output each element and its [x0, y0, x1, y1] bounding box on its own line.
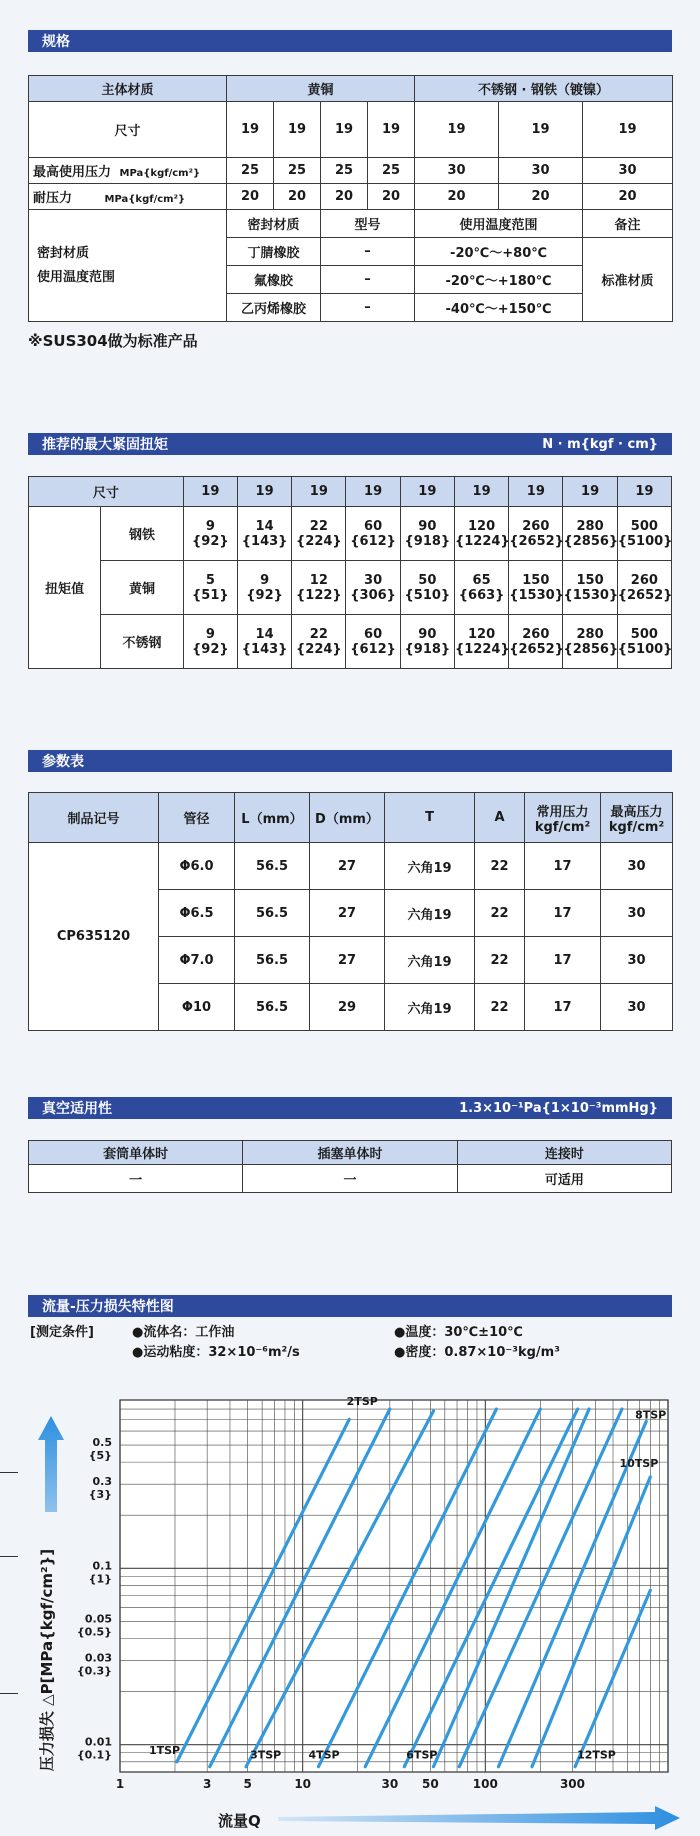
flow-title-bar [28, 1295, 672, 1317]
seal-header-row [29, 210, 673, 238]
y-axis-label: 压力损失 △P[MPa{kgf/cm²}] [38, 1548, 56, 1772]
vacuum-table [28, 1140, 672, 1193]
torque-cell [183, 615, 237, 669]
vacuum-value-row [29, 1165, 672, 1193]
torque-nm: 120 [468, 626, 496, 642]
torque-cell [183, 561, 237, 615]
series-label: 3TSP [250, 1748, 282, 1762]
vacuum-value: 一 [29, 1165, 243, 1193]
torque-size-label: 尺寸 [29, 477, 184, 507]
torque-kgf: {663} [458, 587, 505, 603]
cond-viscosity: ●运动粘度：32×10⁻⁶m²/s [132, 1345, 300, 1360]
torque-nm: 60 [364, 518, 383, 534]
torque-kgf: {92} [192, 533, 229, 549]
torque-cell [237, 561, 291, 615]
params-title-bar [28, 750, 672, 772]
torque-cell [292, 507, 346, 561]
series-label: 8TSP [635, 1408, 667, 1422]
seal-model: – [321, 266, 415, 294]
torque-nm: 120 [468, 518, 496, 534]
params-cell: 17 [525, 890, 601, 937]
spec-proof-row [29, 184, 673, 210]
x-tick-label: 10 [294, 1777, 312, 1791]
params-section [28, 750, 672, 772]
torque-nm: 150 [522, 572, 550, 588]
params-header: 管径 [159, 793, 235, 843]
torque-size: 19 [454, 477, 508, 507]
seal-header: 使用温度范围 [415, 210, 583, 238]
torque-title: 推荐的最大紧固扭矩 [42, 437, 168, 453]
torque-kgf: {92} [192, 641, 229, 657]
series-label: 12TSP [577, 1748, 616, 1762]
torque-nm: 30 [364, 572, 383, 588]
torque-nm: 50 [418, 572, 437, 588]
y-tick-label: 0.1 [92, 1559, 112, 1573]
seal-material: 氟橡胶 [227, 266, 321, 294]
torque-cell [509, 561, 563, 615]
x-axis-label: 流量Q [218, 1812, 261, 1830]
torque-table [28, 476, 672, 669]
flow-section [28, 1295, 672, 1367]
params-cell: 30 [601, 890, 673, 937]
torque-kgf: {2856} [563, 641, 619, 657]
params-header: T [385, 793, 475, 843]
x-tick-label: 1 [115, 1777, 125, 1791]
series-label: 4TSP [308, 1748, 340, 1762]
size-cell: 19 [274, 102, 321, 158]
params-cell: 56.5 [235, 843, 310, 890]
x-tick-label: 30 [381, 1777, 399, 1791]
torque-row-name: 钢铁 [101, 507, 183, 561]
spec-section [28, 30, 672, 52]
vacuum-header-row [29, 1141, 672, 1165]
torque-kgf: {612} [350, 533, 396, 549]
torque-cell [400, 507, 454, 561]
pressure-cell: 25 [227, 158, 274, 184]
proof-cell: 20 [321, 184, 368, 210]
torque-nm: 260 [630, 572, 658, 588]
params-cell: 22 [475, 984, 525, 1031]
y-tick-sublabel: {0.5} [76, 1625, 112, 1639]
torque-size: 19 [292, 477, 346, 507]
vacuum-value: 可适用 [457, 1165, 671, 1193]
torque-kgf: {2652} [617, 587, 673, 603]
seal-header: 密封材质 [227, 210, 321, 238]
torque-size: 19 [346, 477, 400, 507]
torque-size: 19 [509, 477, 563, 507]
max-pressure-text: 最高使用压力 [33, 165, 112, 180]
flow-chart [0, 1360, 700, 1836]
torque-nm: 9 [205, 518, 215, 534]
params-row [29, 843, 673, 890]
params-cell: 17 [525, 984, 601, 1031]
torque-nm: 90 [418, 626, 437, 642]
torque-kgf: {2856} [563, 533, 619, 549]
params-cell: Φ6.0 [159, 843, 235, 890]
params-cell: 六角19 [385, 890, 475, 937]
torque-cell [617, 507, 671, 561]
params-header: L（mm） [235, 793, 310, 843]
torque-cell [346, 507, 400, 561]
torque-size: 19 [617, 477, 671, 507]
torque-cell [454, 615, 508, 669]
params-header-unit: kgf/cm² [608, 819, 665, 835]
torque-kgf: {143} [241, 641, 288, 657]
torque-kgf: {510} [404, 587, 451, 603]
x-tick-label: 3 [202, 1777, 212, 1791]
torque-cell [346, 561, 400, 615]
cond-temperature: ●温度：30℃±10℃ [394, 1325, 523, 1340]
torque-kgf: {306} [350, 587, 396, 603]
seal-material: 丁腈橡胶 [227, 238, 321, 266]
cond-fluid: ●流体名：工作油 [132, 1325, 235, 1340]
params-cell: 六角19 [385, 937, 475, 984]
params-title: 参数表 [42, 754, 84, 770]
torque-cell [400, 561, 454, 615]
y-tick-label: 0.3 [92, 1475, 112, 1489]
params-cell: 56.5 [235, 890, 310, 937]
size-label: 尺寸 [29, 102, 227, 158]
torque-row-name: 黄铜 [101, 561, 183, 615]
x-tick-label: 100 [472, 1777, 498, 1791]
proof-cell: 20 [583, 184, 673, 210]
params-cell: 六角19 [385, 843, 475, 890]
torque-cell [617, 561, 671, 615]
torque-cell [183, 507, 237, 561]
steel-label: 不锈钢 · 钢铁（镀镍） [415, 76, 673, 102]
torque-nm: 150 [576, 572, 604, 588]
size-cell: 19 [321, 102, 368, 158]
torque-nm: 65 [472, 572, 491, 588]
torque-nm: 280 [576, 518, 604, 534]
params-header [525, 793, 601, 843]
torque-nm: 60 [364, 626, 383, 642]
torque-title-bar [28, 433, 672, 455]
torque-cell [509, 507, 563, 561]
y-tick-sublabel: {1} [88, 1572, 112, 1586]
torque-value-label: 扭矩值 [29, 507, 101, 669]
y-tick-sublabel: {5} [88, 1449, 112, 1463]
seal-temp: -20℃～+180℃ [415, 266, 583, 294]
x-tick-label: 300 [559, 1777, 586, 1791]
params-cell: 六角19 [385, 984, 475, 1031]
params-cell: 17 [525, 843, 601, 890]
spec-title: 规格 [42, 34, 70, 50]
torque-nm: 22 [309, 518, 328, 534]
proof-cell: 20 [368, 184, 415, 210]
params-cell: 22 [475, 843, 525, 890]
params-header [601, 793, 673, 843]
y-tick-labels [77, 1436, 112, 1762]
torque-nm: 280 [576, 626, 604, 642]
torque-nm: 9 [205, 626, 215, 642]
params-cell: Φ6.5 [159, 890, 235, 937]
torque-row [29, 507, 672, 561]
vacuum-header: 套筒单体时 [29, 1141, 243, 1165]
vacuum-spec: 1.3×10⁻¹Pa{1×10⁻³mmHg} [459, 1100, 658, 1116]
y-tick-label: 0.03 [84, 1651, 112, 1665]
y-tick-sublabel: {0.1} [76, 1748, 112, 1762]
params-cell: 22 [475, 890, 525, 937]
y-tick-label: 0.05 [84, 1612, 112, 1626]
torque-kgf: {224} [296, 533, 342, 549]
proof-unit: MPa{kgf/cm²} [104, 194, 186, 205]
spec-table [28, 75, 673, 322]
torque-kgf: {143} [241, 533, 288, 549]
vacuum-header: 连接时 [457, 1141, 671, 1165]
torque-kgf: {2652} [509, 533, 564, 549]
proof-cell: 20 [415, 184, 499, 210]
torque-nm: 14 [255, 518, 274, 534]
torque-kgf: {2652} [509, 641, 564, 657]
torque-nm: 14 [255, 626, 274, 642]
torque-size: 19 [237, 477, 291, 507]
spec-size-row [29, 102, 673, 158]
seal-material: 乙丙烯橡胶 [227, 294, 321, 322]
params-cell: Φ10 [159, 984, 235, 1031]
params-cell: Φ7.0 [159, 937, 235, 984]
torque-nm: 5 [205, 572, 215, 588]
seal-label [29, 210, 227, 322]
torque-cell [292, 615, 346, 669]
pressure-cell: 30 [415, 158, 499, 184]
params-cell: 29 [310, 984, 385, 1031]
y-tick-sublabel: {0.3} [76, 1664, 112, 1678]
torque-kgf: {918} [404, 533, 451, 549]
proof-cell: 20 [499, 184, 583, 210]
params-cell: 22 [475, 937, 525, 984]
torque-nm: 260 [522, 626, 550, 642]
torque-section [28, 433, 672, 455]
torque-unit: N · m{kgf · cm} [542, 436, 658, 452]
torque-kgf: {918} [404, 641, 451, 657]
params-cell: 56.5 [235, 984, 310, 1031]
torque-kgf: {5100} [617, 641, 673, 657]
pressure-cell: 30 [499, 158, 583, 184]
params-header-unit: kgf/cm² [534, 819, 591, 835]
torque-cell [617, 615, 671, 669]
torque-row [29, 615, 672, 669]
x-tick-labels [116, 1777, 585, 1791]
y-tick-sublabel: {3} [88, 1488, 112, 1502]
params-cell: 27 [310, 937, 385, 984]
series-label: 6TSP [406, 1748, 438, 1762]
torque-cell [509, 615, 563, 669]
torque-nm: 90 [418, 518, 437, 534]
torque-table-wrap [28, 476, 672, 669]
proof-label [29, 184, 227, 210]
torque-cell [563, 561, 617, 615]
torque-kgf: {224} [296, 641, 342, 657]
size-cell: 19 [368, 102, 415, 158]
vacuum-title: 真空适用性 [42, 1101, 112, 1117]
pressure-cell: 25 [368, 158, 415, 184]
params-table [28, 792, 673, 1031]
seal-label-material: 密封材质 [37, 245, 90, 261]
params-header: 制品记号 [29, 793, 159, 843]
vacuum-section [28, 1097, 672, 1119]
params-cell: 30 [601, 937, 673, 984]
torque-kgf: {1530} [509, 587, 564, 603]
size-cell: 19 [583, 102, 673, 158]
torque-size: 19 [400, 477, 454, 507]
cond-label: [测定条件] [30, 1325, 94, 1340]
seal-header: 备注 [583, 210, 673, 238]
torque-kgf: {5100} [617, 533, 673, 549]
series-label: 2TSP [346, 1395, 378, 1409]
torque-nm: 260 [522, 518, 550, 534]
spec-max-pressure-row [29, 158, 673, 184]
vacuum-header: 插塞单体时 [243, 1141, 457, 1165]
vacuum-table-wrap [28, 1140, 672, 1193]
params-header-row [29, 793, 673, 843]
params-cell: 27 [310, 843, 385, 890]
params-header: D（mm） [310, 793, 385, 843]
params-header-text: 常用压力 [536, 804, 589, 820]
torque-nm: 9 [260, 572, 270, 588]
y-axis-arrow-icon [38, 1416, 64, 1512]
torque-cell [292, 561, 346, 615]
torque-cell [346, 615, 400, 669]
seal-temp: -20℃～+80℃ [415, 238, 583, 266]
seal-temp: -40℃～+150℃ [415, 294, 583, 322]
seal-note: 标准材质 [583, 238, 673, 322]
torque-kgf: {1224} [454, 533, 510, 549]
params-cell: 30 [601, 984, 673, 1031]
torque-kgf: {1530} [563, 587, 619, 603]
y-tick-label: 0.5 [92, 1436, 112, 1450]
material-label: 主体材质 [29, 76, 227, 102]
size-cell: 19 [227, 102, 274, 158]
params-cell: 56.5 [235, 937, 310, 984]
vacuum-value: 一 [243, 1165, 457, 1193]
size-cell: 19 [499, 102, 583, 158]
spec-table-wrap [28, 75, 672, 351]
pressure-cell: 25 [321, 158, 368, 184]
plot-area [120, 1400, 668, 1772]
params-cell: 30 [601, 843, 673, 890]
max-pressure-unit: MPa{kgf/cm²} [119, 168, 201, 179]
params-model: CP635120 [29, 843, 159, 1031]
max-pressure-label [29, 158, 227, 184]
torque-kgf: {612} [350, 641, 396, 657]
seal-model: – [321, 294, 415, 322]
size-cell: 19 [415, 102, 499, 158]
brass-label: 黄铜 [227, 76, 415, 102]
proof-text: 耐压力 [33, 191, 73, 206]
proof-cell: 20 [227, 184, 274, 210]
pressure-cell: 30 [583, 158, 673, 184]
spec-material-row [29, 76, 673, 102]
flow-title: 流量-压力损失特性图 [42, 1299, 174, 1315]
spec-title-bar [28, 30, 672, 52]
series-label: 10TSP [619, 1456, 659, 1470]
y-tick-label: 0.01 [84, 1735, 112, 1749]
torque-cell [454, 507, 508, 561]
torque-cell [237, 615, 291, 669]
params-table-wrap [28, 792, 672, 1031]
series-label: 1TSP [148, 1743, 181, 1757]
seal-header: 型号 [321, 210, 415, 238]
torque-nm: 500 [630, 518, 658, 534]
params-header: A [475, 793, 525, 843]
seal-label-temp: 使用温度范围 [37, 269, 116, 285]
torque-kgf: {1224} [454, 641, 510, 657]
x-axis-arrow-icon [278, 1806, 680, 1830]
pressure-cell: 25 [274, 158, 321, 184]
torque-cell [400, 615, 454, 669]
params-header-text: 最高压力 [610, 804, 663, 820]
params-cell: 27 [310, 890, 385, 937]
x-tick-label: 5 [243, 1777, 252, 1791]
torque-cell [563, 615, 617, 669]
torque-size: 19 [563, 477, 617, 507]
cond-density: ●密度：0.87×10⁻³kg/m³ [394, 1345, 560, 1360]
seal-model: – [321, 238, 415, 266]
torque-row-name: 不锈钢 [101, 615, 183, 669]
params-cell: 17 [525, 937, 601, 984]
torque-kgf: {122} [296, 587, 342, 603]
torque-size: 19 [183, 477, 237, 507]
torque-kgf: {51} [192, 587, 229, 603]
torque-nm: 500 [630, 626, 658, 642]
vacuum-title-bar [28, 1097, 672, 1119]
torque-row [29, 561, 672, 615]
torque-kgf: {92} [246, 587, 283, 603]
torque-nm: 12 [309, 572, 328, 588]
torque-cell [563, 507, 617, 561]
proof-cell: 20 [274, 184, 321, 210]
torque-cell [454, 561, 508, 615]
x-tick-label: 50 [421, 1777, 439, 1791]
torque-nm: 22 [309, 626, 328, 642]
spec-footnote: ※SUS304做为标准产品 [28, 332, 198, 350]
torque-size-row [29, 477, 672, 507]
torque-cell [237, 507, 291, 561]
